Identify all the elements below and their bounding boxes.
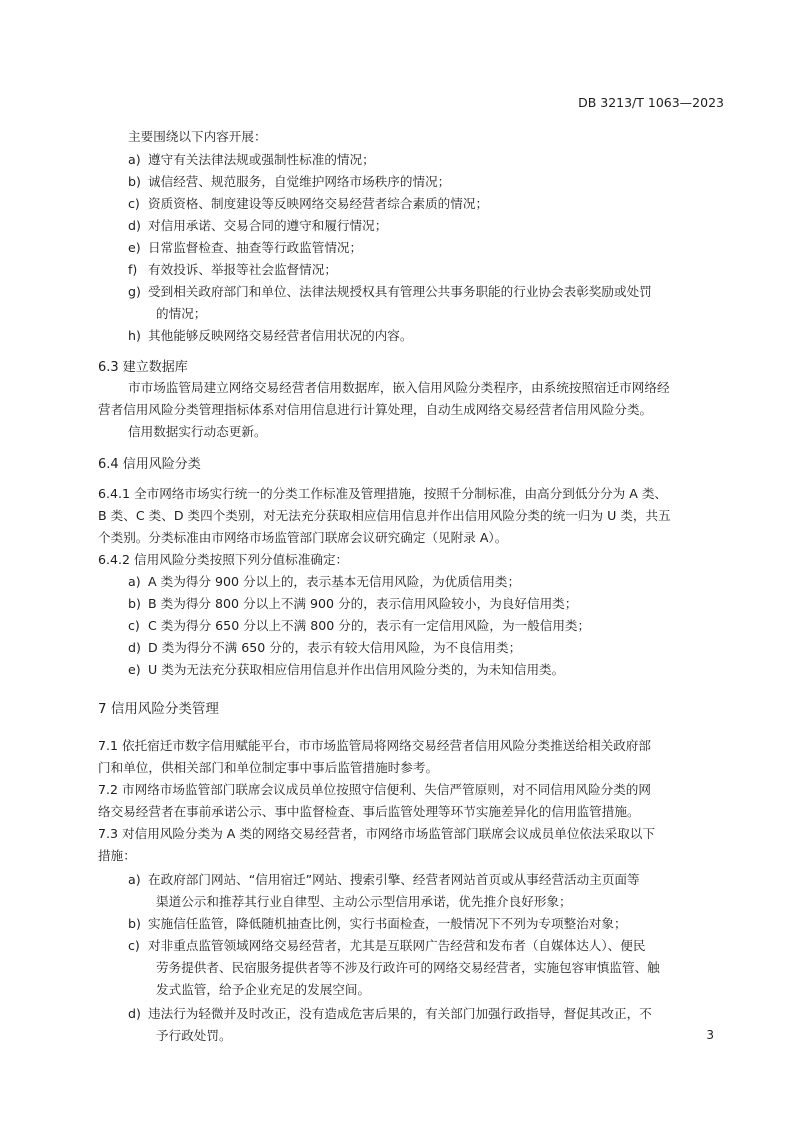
list-label: b) bbox=[128, 596, 141, 611]
list-item bbox=[128, 281, 652, 303]
list-item bbox=[128, 615, 590, 637]
paragraph-line: B 类、C 类、D 类四个类别，对无法充分获取相应信用信息并作出信用风险分类的统一归为 U 类，共五 bbox=[98, 508, 671, 523]
list-text: A 类为得分 900 分以上的，表示基本无信用风险，为优质信用类； bbox=[148, 574, 521, 589]
paragraph-line: 营者信用风险分类管理指标体系对信用信息进行计算处理，自动生成网络交易经营者信用风险分类。 bbox=[98, 402, 653, 417]
doc-code: DB 3213/T 1063—2023 bbox=[578, 95, 724, 110]
list-text: 其他能够反映网络交易经营者信用状况的内容。 bbox=[148, 328, 413, 343]
list-item bbox=[128, 869, 640, 891]
list-item bbox=[128, 193, 488, 215]
list-label: c) bbox=[128, 196, 140, 211]
list-text: 违法行为轻微并及时改正，没有造成危害后果的，有关部门加强行政指导，督促其改正，不 bbox=[148, 1006, 652, 1021]
list-text: 资质资格、制度建设等反映网络交易经营者综合素质的情况； bbox=[148, 196, 489, 211]
list-label: d) bbox=[128, 640, 141, 655]
list-item bbox=[128, 259, 337, 281]
list-item bbox=[128, 659, 564, 681]
list-label: e) bbox=[128, 240, 141, 255]
list-text: B 类为得分 800 分以上不满 900 分的，表示信用风险较小，为良好信用类； bbox=[148, 596, 578, 611]
paragraph-line: 门和单位，供相关部门和单位制定事中事后监管措施时参考。 bbox=[98, 760, 439, 775]
list-item bbox=[128, 571, 520, 593]
list-item bbox=[128, 637, 521, 659]
list-label: h) bbox=[128, 328, 141, 343]
section-heading-7: 7 信用风险分类管理 bbox=[98, 701, 219, 717]
list-text: U 类为无法充分获取相应信用信息并作出信用风险分类的，为未知信用类。 bbox=[148, 662, 565, 677]
paragraph-line: 个类别。分类标准由市网络市场监管部门联席会议研究确定（见附录 A）。 bbox=[98, 530, 508, 545]
list-item bbox=[128, 171, 450, 193]
list-label: c) bbox=[128, 938, 140, 953]
list-text: 实施信任监管，降低随机抽查比例，实行书面检查，一般情况下不列为专项整治对象； bbox=[148, 916, 627, 931]
list-text: 日常监督检查、抽查等行政监管情况； bbox=[148, 240, 363, 255]
paragraph-line: 信用数据实行动态更新。 bbox=[128, 424, 267, 439]
list-label: d) bbox=[128, 218, 141, 233]
clause-7-1: 7.1 依托宿迁市数字信用赋能平台，市市场监管局将网络交易经营者信用风险分类推送给相关政府部 bbox=[98, 738, 651, 753]
list-text: 对信用承诺、交易合同的遵守和履行情况； bbox=[148, 218, 388, 233]
paragraph-line: 市市场监管局建立网络交易经营者信用数据库，嵌入信用风险分类程序，由系统按照宿迁市网络经 bbox=[128, 380, 670, 395]
list-label: a) bbox=[128, 574, 141, 589]
list-item bbox=[128, 149, 375, 171]
list-item bbox=[128, 237, 362, 259]
clause-6-4-1: 6.4.1 全市网络市场实行统一的分类工作标准及管理措施，按照千分制标准，由高分到低分分为 A 类、 bbox=[98, 486, 668, 501]
list-item bbox=[128, 215, 387, 237]
list-label: f) bbox=[128, 262, 138, 277]
section-heading-6-4: 6.4 信用风险分类 bbox=[98, 457, 201, 472]
intro-text: 主要围绕以下内容开展： bbox=[128, 129, 267, 144]
list-text: 受到相关政府部门和单位、法律法规授权具有管理公共事务职能的行业协会表彰奖励或处罚 bbox=[148, 284, 652, 299]
paragraph-line: 措施： bbox=[98, 848, 136, 863]
list-label: a) bbox=[128, 152, 141, 167]
list-label: g) bbox=[128, 284, 141, 299]
list-item-continuation: 的情况； bbox=[156, 306, 207, 321]
clause-7-3: 7.3 对信用风险分类为 A 类的网络交易经营者，市网络市场监管部门联席会议成员单位依法采取以下 bbox=[98, 826, 655, 841]
list-item-continuation: 予行政处罚。 bbox=[156, 1028, 232, 1043]
list-item bbox=[128, 935, 645, 957]
list-label: a) bbox=[128, 872, 141, 887]
list-text: 有效投诉、举报等社会监督情况； bbox=[148, 262, 337, 277]
list-label: d) bbox=[128, 1006, 141, 1021]
list-label: c) bbox=[128, 618, 140, 633]
list-text: 在政府部门网站、“信用宿迁”网站、搜索引擎、经营者网站首页或从事经营活动主页面等 bbox=[148, 872, 640, 887]
list-text: D 类为得分不满 650 分的，表示有较大信用风险，为不良信用类； bbox=[148, 640, 522, 655]
list-label: e) bbox=[128, 662, 141, 677]
list-text: 遵守有关法律法规或强制性标准的情况； bbox=[148, 152, 375, 167]
clause-6-4-2: 6.4.2 信用风险分类按照下列分值标准确定： bbox=[98, 552, 349, 567]
clause-7-2: 7.2 市网络市场监管部门联席会议成员单位按照守信便利、失信严管原则，对不同信用风险分类的网 bbox=[98, 782, 651, 797]
list-text: 诚信经营、规范服务，自觉维护网络市场秩序的情况； bbox=[148, 174, 451, 189]
list-item bbox=[128, 593, 577, 615]
paragraph-line: 络交易经营者在事前承诺公示、事中监督检查、事后监管处理等环节实施差异化的信用监管措施。 bbox=[98, 804, 640, 819]
list-label: b) bbox=[128, 916, 141, 931]
list-item bbox=[128, 1003, 652, 1025]
list-text: C 类为得分 650 分以上不满 800 分的，表示有一定信用风险，为一般信用类； bbox=[148, 618, 591, 633]
list-label: b) bbox=[128, 174, 141, 189]
list-item-continuation: 劳务提供者、民宿服务提供者等不涉及行政许可的网络交易经营者，实施包容审慎监管、触 bbox=[156, 960, 660, 975]
list-item-continuation: 发式监管，给予企业充足的发展空间。 bbox=[156, 982, 371, 997]
list-item bbox=[128, 325, 412, 347]
list-text: 对非重点监管领域网络交易经营者，尤其是互联网广告经营和发布者（自媒体达人）、便民 bbox=[148, 938, 646, 953]
section-heading-6-3: 6.3 建立数据库 bbox=[98, 360, 188, 375]
page-number: 3 bbox=[706, 1028, 714, 1042]
list-item-continuation: 渠道公示和推荐其行业自律型、主动公示型信用承诺，优先推介良好形象； bbox=[156, 894, 572, 909]
list-item bbox=[128, 913, 627, 935]
